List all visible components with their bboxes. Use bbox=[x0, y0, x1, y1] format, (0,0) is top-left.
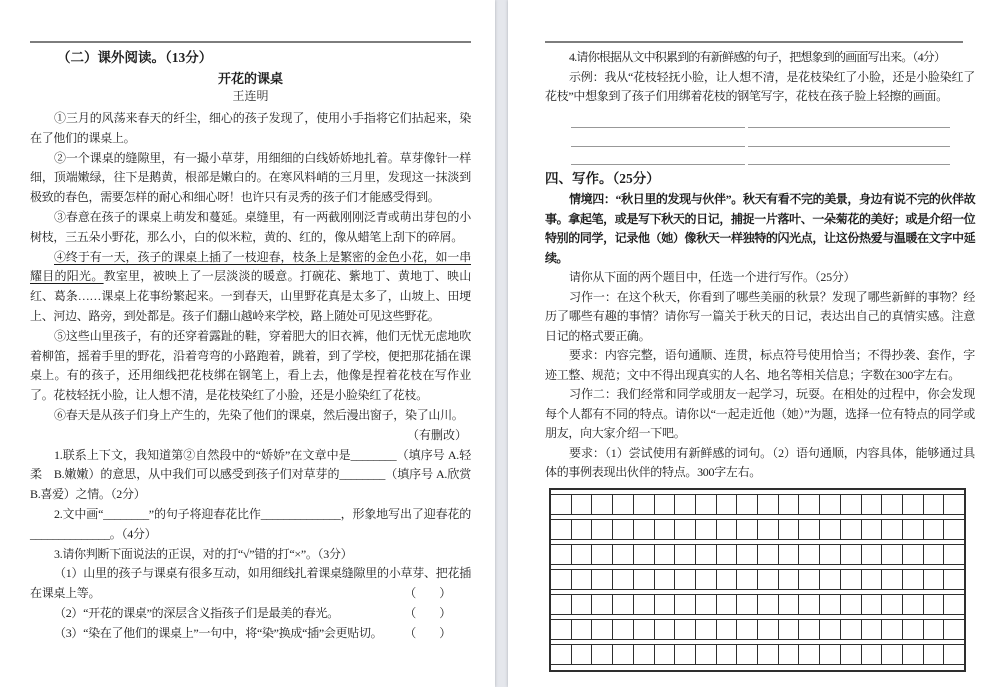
grid-cell bbox=[862, 495, 883, 514]
grid-cell bbox=[924, 545, 945, 564]
grid-cell bbox=[799, 495, 820, 514]
grid-cell bbox=[758, 545, 779, 564]
task-1-requirements: 要求：内容完整，语句通顺、连贯，标点符号使用恰当；不得抄袭、套作，字迹工整、规范；文中不得出现真实的人名、地名等相关信息；字数在300字左右。 bbox=[545, 348, 975, 382]
grid-cell bbox=[841, 495, 862, 514]
answer-line-segment bbox=[748, 110, 950, 129]
grid-cell bbox=[737, 520, 758, 539]
judge-item-1-text: （1）山里的孩子与课桌有很多互动，如用细线扎着课桌缝隙里的小草芽、把花插在课桌上等。 bbox=[30, 566, 471, 601]
task-1: 习作一：在这个秋天，你看到了哪些美丽的秋景？发现了哪些新鲜的事物？经历了哪些有趣的事情？请你写一篇关于秋天的日记，表达出自己的真情实感。注意日记的格式要正确。 bbox=[545, 289, 975, 343]
grid-cell bbox=[572, 570, 593, 589]
grid-cell bbox=[924, 570, 945, 589]
article-paragraph-4 bbox=[30, 248, 471, 327]
grid-cell bbox=[882, 545, 903, 564]
grid-cell bbox=[613, 495, 634, 514]
answer-lines bbox=[545, 110, 975, 166]
grid-cell bbox=[820, 620, 841, 639]
grid-cell bbox=[779, 495, 800, 514]
grid-cell bbox=[737, 595, 758, 614]
page-1 bbox=[0, 0, 495, 687]
grid-cell bbox=[592, 520, 613, 539]
grid-cell bbox=[592, 570, 613, 589]
grid-cell bbox=[820, 645, 841, 664]
grid-cell bbox=[551, 620, 572, 639]
grid-cell bbox=[655, 645, 676, 664]
grid-row bbox=[551, 570, 964, 590]
grid-cell bbox=[882, 595, 903, 614]
grid-cell bbox=[696, 645, 717, 664]
grid-cell bbox=[841, 520, 862, 539]
answer-bracket: （ ） bbox=[404, 586, 451, 601]
grid-cell bbox=[634, 595, 655, 614]
grid-cell bbox=[634, 570, 655, 589]
grid-cell bbox=[862, 520, 883, 539]
grid-row bbox=[551, 620, 964, 640]
grid-cell bbox=[820, 495, 841, 514]
grid-cell bbox=[882, 620, 903, 639]
grid-cell bbox=[551, 520, 572, 539]
grid-cell bbox=[903, 645, 924, 664]
grid-cell bbox=[634, 545, 655, 564]
grid-cell bbox=[675, 595, 696, 614]
grid-cell bbox=[737, 570, 758, 589]
grid-cell bbox=[634, 495, 655, 514]
choose-instruction: 请你从下面的两个题目中，任选一个进行写作。（25分） bbox=[569, 270, 856, 284]
grid-cell bbox=[862, 645, 883, 664]
answer-line-1 bbox=[545, 110, 975, 129]
grid-cell bbox=[717, 570, 738, 589]
grid-cell bbox=[696, 520, 717, 539]
header-rule bbox=[545, 41, 963, 43]
grid-cell bbox=[841, 545, 862, 564]
header-rule bbox=[30, 41, 471, 43]
grid-cell bbox=[944, 645, 964, 664]
grid-cell bbox=[551, 570, 572, 589]
grid-cell bbox=[592, 495, 613, 514]
grid-cell bbox=[675, 545, 696, 564]
grid-cell bbox=[758, 595, 779, 614]
grid-cell bbox=[696, 595, 717, 614]
article-paragraph-5: ⑤这些山里孩子，有的还穿着露趾的鞋，穿着肥大的旧衣裤，他们无忧无虑地吹着柳笛，摇着手里的野花，沿着弯弯的小路跑着，跳着，到了学校，便把那花插在课桌上。有的孩子，还用细线把花枝绑在钢笔上，看上去，他像是捏着花枝在写作业了。花枝轻抚小脸，让人想不清，是花枝染红了小脸，还是小脸染红了花枝。 bbox=[30, 328, 471, 403]
writing-section-heading: 四、写作。（25分） bbox=[545, 171, 660, 186]
grid-cell bbox=[841, 570, 862, 589]
grid-cell bbox=[717, 495, 738, 514]
grid-cell bbox=[592, 645, 613, 664]
grid-cell bbox=[655, 545, 676, 564]
grid-cell bbox=[758, 570, 779, 589]
answer-line-segment bbox=[571, 110, 745, 129]
grid-row bbox=[551, 645, 964, 665]
question-1: 1.联系上下文，我知道第②自然段中的“娇娇”在文章中是________（填序号 A.轻柔 B.嫩嫩）的意思，从中我们可以感受到孩子们对草芽的________（填序号 A.欣赏 B.喜爱）之情。（2分） bbox=[30, 447, 483, 502]
grid-cell bbox=[634, 645, 655, 664]
grid-cell bbox=[655, 620, 676, 639]
grid-cell bbox=[841, 595, 862, 614]
article-paragraph-1: ①三月的风荡来春天的纤尘，细心的孩子发现了，使用小手指将它们拈起来，染在了他们的课桌上。 bbox=[30, 111, 471, 145]
grid-cell bbox=[737, 645, 758, 664]
grid-cell bbox=[882, 520, 903, 539]
grid-cell bbox=[613, 595, 634, 614]
grid-cell bbox=[696, 495, 717, 514]
answer-bracket: （ ） bbox=[404, 605, 451, 620]
grid-cell bbox=[655, 595, 676, 614]
grid-cell bbox=[903, 570, 924, 589]
grid-cell bbox=[882, 495, 903, 514]
grid-cell bbox=[717, 595, 738, 614]
grid-cell bbox=[779, 520, 800, 539]
grid-cell bbox=[779, 570, 800, 589]
grid-cell bbox=[799, 645, 820, 664]
grid-cell bbox=[779, 545, 800, 564]
grid-cell bbox=[737, 545, 758, 564]
grid-cell bbox=[675, 520, 696, 539]
grid-cell bbox=[882, 570, 903, 589]
article-author: 王连明 bbox=[232, 89, 269, 103]
grid-cell bbox=[820, 595, 841, 614]
grid-cell bbox=[924, 645, 945, 664]
article-paragraph-2: ②一个课桌的缝隙里，有一撮小草芽，用细细的白线娇娇地扎着。草芽像针一样细，顶端嫩绿，往下是鹅黄，根部是嫩白的。在寒风料峭的三月里，发现这一抹淡到极致的春色，需要怎样的耐心和细心呀！也许只有灵秀的孩子们才能感受得到。 bbox=[30, 150, 471, 205]
grid-cell bbox=[696, 620, 717, 639]
grid-cell bbox=[613, 520, 634, 539]
grid-cell bbox=[882, 645, 903, 664]
grid-cell bbox=[572, 620, 593, 639]
article-paragraph-6: ⑥春天是从孩子们身上产生的，先染了他们的课桌，然后漫出窗子，染了山川。 bbox=[54, 407, 464, 422]
grid-cell bbox=[820, 545, 841, 564]
composition-grid bbox=[549, 488, 966, 672]
answer-line-segment bbox=[571, 147, 745, 166]
section-heading: （二）课外阅读。（13分） bbox=[57, 50, 213, 65]
grid-cell bbox=[592, 595, 613, 614]
grid-cell bbox=[903, 520, 924, 539]
grid-cell bbox=[799, 620, 820, 639]
grid-cell bbox=[944, 495, 964, 514]
grid-cell bbox=[779, 620, 800, 639]
grid-cell bbox=[551, 545, 572, 564]
grid-cell bbox=[903, 595, 924, 614]
grid-cell bbox=[903, 495, 924, 514]
grid-cell bbox=[799, 570, 820, 589]
grid-cell bbox=[675, 620, 696, 639]
grid-cell bbox=[799, 545, 820, 564]
article-title: 开花的课桌 bbox=[217, 71, 283, 86]
grid-cell bbox=[551, 495, 572, 514]
grid-cell bbox=[737, 495, 758, 514]
grid-row bbox=[551, 595, 964, 615]
judge-item-3 bbox=[30, 624, 471, 644]
grid-cell bbox=[799, 595, 820, 614]
grid-row bbox=[551, 545, 964, 565]
grid-cell bbox=[572, 595, 593, 614]
grid-cell bbox=[675, 570, 696, 589]
grid-cell bbox=[924, 520, 945, 539]
grid-cell bbox=[903, 620, 924, 639]
grid-cell bbox=[944, 520, 964, 539]
grid-cell bbox=[551, 595, 572, 614]
grid-cell bbox=[655, 495, 676, 514]
grid-cell bbox=[758, 620, 779, 639]
task-2-requirements: 要求：（1）尝试使用有新鲜感的词句。（2）语句通顺，内容具体，能够通过具体的事例表现出伙伴的特点。300字左右。 bbox=[545, 445, 975, 479]
judge-item-3-text: （3）“染在了他们的课桌上”一句中，将“染”换成“插”会更贴切。 bbox=[54, 625, 383, 640]
grid-cell bbox=[613, 620, 634, 639]
grid-cell bbox=[572, 520, 593, 539]
grid-cell bbox=[655, 520, 676, 539]
grid-cell bbox=[572, 495, 593, 514]
grid-row bbox=[551, 520, 964, 540]
article-paragraph-3: ③春意在孩子的课桌上萌发和蔓延。桌缝里，有一两截刚刚泛青或萌出芽包的小树枝，三五朵小野花，那么小，白的似米粒，黄的、红的，像从蜡笔上刮下的碎屑。 bbox=[30, 209, 471, 244]
judge-item-1 bbox=[30, 564, 471, 604]
grid-row bbox=[551, 495, 964, 515]
grid-cell bbox=[613, 645, 634, 664]
grid-cell bbox=[944, 620, 964, 639]
grid-cell bbox=[841, 645, 862, 664]
grid-cell bbox=[717, 545, 738, 564]
question-2: 2.文中画“________”的句子将迎春花比作______________，形象地写出了迎春花的______________。（4分） bbox=[30, 506, 471, 541]
grid-cell bbox=[758, 520, 779, 539]
grid-cell bbox=[944, 570, 964, 589]
task-2: 习作二：我们经常和同学或朋友一起学习，玩耍。在相处的过程中，你会发现每个人都有不同的特点。请你以“一起走近他（她）”为题，选择一位有特点的同学或朋友，向大家介绍一下吧。 bbox=[545, 387, 975, 440]
grid-cell bbox=[799, 520, 820, 539]
grid-cell bbox=[841, 620, 862, 639]
grid-cell bbox=[924, 595, 945, 614]
grid-cell bbox=[862, 570, 883, 589]
edit-note: （有删改） bbox=[406, 427, 467, 442]
paragraph-4-rest: 教室里，被映上了一层淡淡的暖意。打碗花、紫地丁、黄地丁、映山红、葛条……课桌上花事纷繁起来。一到春天，山里野花真是太多了，山坡上、田埂上、河边、路旁，到处都是。孩子们翻山越岭来学校，路上随处可见这些野花。 bbox=[30, 269, 471, 323]
grid-gap-strip bbox=[551, 665, 964, 670]
grid-cell bbox=[820, 520, 841, 539]
grid-cell bbox=[696, 570, 717, 589]
grid-cell bbox=[551, 645, 572, 664]
grid-cell bbox=[779, 645, 800, 664]
grid-cell bbox=[717, 520, 738, 539]
grid-cell bbox=[924, 620, 945, 639]
underlined-sentence: ④终于有一天，孩子的课桌上插了一枝迎春，枝条上是繁密的金色小花，如一串耀目的阳光。 bbox=[30, 249, 471, 284]
grid-cell bbox=[572, 545, 593, 564]
grid-cell bbox=[675, 645, 696, 664]
grid-cell bbox=[758, 495, 779, 514]
grid-cell bbox=[613, 545, 634, 564]
grid-cell bbox=[862, 620, 883, 639]
answer-line-segment bbox=[748, 147, 950, 166]
grid-cell bbox=[634, 620, 655, 639]
grid-cell bbox=[592, 620, 613, 639]
grid-cell bbox=[655, 570, 676, 589]
page-2 bbox=[508, 0, 997, 687]
answer-bracket: （ ） bbox=[404, 625, 451, 640]
answer-line-2 bbox=[545, 128, 975, 147]
grid-cell bbox=[862, 595, 883, 614]
grid-cell bbox=[717, 645, 738, 664]
grid-cell bbox=[696, 545, 717, 564]
grid-cell bbox=[758, 645, 779, 664]
grid-cell bbox=[944, 595, 964, 614]
grid-cell bbox=[779, 595, 800, 614]
question-4: 4.请你根据从文中积累到的有新鲜感的句子，把想象到的画面写出来。（4分） bbox=[569, 50, 946, 64]
question-4-example: 示例：我从“花枝轻抚小脸，让人想不清，是花枝染红了小脸，还是小脸染红了花枝”中想象到了孩子们用绑着花枝的钢笔写字，花枝在孩子脸上轻擦的画面。 bbox=[545, 69, 975, 103]
grid-cell bbox=[903, 545, 924, 564]
answer-line-3 bbox=[545, 147, 975, 166]
answer-line-segment bbox=[571, 128, 745, 147]
judge-item-2-text: （2）“开花的课桌”的深层含义指孩子们是最美的春光。 bbox=[54, 605, 339, 620]
scenario-prompt: 情境四：“秋日里的发现与伙伴”。秋天有看不完的美景，身边有说不完的伙伴故事。拿起笔，或是写下秋天的日记，捕捉一片落叶、一朵菊花的美好；或是介绍一位特别的同学，记录他（她）像秋天一样独特的闪光点，让这份热爱与温暖在文字中延续。 bbox=[545, 192, 975, 265]
judge-item-2 bbox=[30, 604, 471, 624]
grid-cell bbox=[924, 495, 945, 514]
grid-cell bbox=[572, 645, 593, 664]
question-3: 3.请你判断下面说法的正误，对的打“√”错的打“×”。（3分） bbox=[54, 546, 353, 561]
grid-cell bbox=[613, 570, 634, 589]
grid-cell bbox=[862, 545, 883, 564]
grid-cell bbox=[944, 545, 964, 564]
grid-cell bbox=[675, 495, 696, 514]
grid-cell bbox=[592, 545, 613, 564]
grid-cell bbox=[737, 620, 758, 639]
grid-cell bbox=[820, 570, 841, 589]
answer-line-segment bbox=[748, 128, 950, 147]
grid-cell bbox=[717, 620, 738, 639]
grid-cell bbox=[634, 520, 655, 539]
